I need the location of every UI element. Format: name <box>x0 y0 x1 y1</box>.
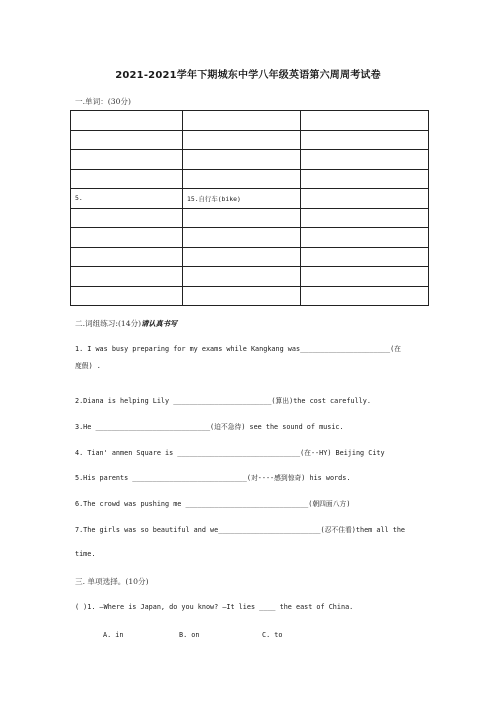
mc-question-1: ( )1. —Where is Japan, do you know? —It lies ____ the east of China. <box>75 603 354 611</box>
vocab-cell <box>71 267 183 287</box>
phrase-item-7-continued: time. <box>75 550 96 558</box>
vocab-row <box>71 267 429 287</box>
vocab-cell <box>301 189 429 209</box>
option-b: B. on <box>179 631 200 639</box>
phrase-item-6: 6.The crowd was pushing me ______________________________(朝四面八方) <box>75 500 351 508</box>
vocab-row <box>71 228 429 248</box>
vocab-cell: 5. <box>71 189 183 209</box>
vocab-cell: 15.自行车(bike) <box>183 189 301 209</box>
section2-note: 请认真书写 <box>141 319 178 328</box>
vocab-cell <box>183 208 301 228</box>
page-title: 2021-2021学年下期城东中学八年级英语第六周周考试卷 <box>115 70 381 81</box>
vocab-cell <box>183 267 301 287</box>
vocab-cell <box>301 267 429 287</box>
vocab-cell <box>301 247 429 267</box>
vocab-cell <box>183 130 301 150</box>
phrase-item-4: 4. Tian' anmen Square is ______________________________(在--HY) Beijing City <box>75 449 385 457</box>
vocab-cell <box>301 150 429 170</box>
vocab-cell <box>183 150 301 170</box>
vocab-cell <box>183 286 301 306</box>
phrase-item-7: 7.The girls was so beautiful and we_________________________(忍不住看)them all the <box>75 526 406 534</box>
option-c: C. to <box>262 631 283 639</box>
vocab-cell <box>301 130 429 150</box>
vocab-cell <box>71 286 183 306</box>
vocab-cell <box>183 228 301 248</box>
vocab-cell <box>301 228 429 248</box>
option-a: A. in <box>103 631 124 639</box>
vocab-row <box>71 189 429 209</box>
vocab-row <box>71 150 429 170</box>
phrase-item-3: 3.He ____________________________(迫不急待) see the sound of music. <box>75 423 344 431</box>
vocab-row <box>71 169 429 189</box>
vocab-cell <box>71 150 183 170</box>
vocab-row <box>71 208 429 228</box>
vocab-cell <box>183 169 301 189</box>
section3-heading: 三. 单项选择。(10分) <box>75 577 149 586</box>
vocab-row <box>71 286 429 306</box>
vocab-cell <box>301 208 429 228</box>
vocab-cell <box>71 111 183 131</box>
vocab-cell <box>71 208 183 228</box>
vocab-cell <box>301 111 429 131</box>
vocab-cell <box>71 169 183 189</box>
phrase-item-1-continued: 度假) . <box>75 362 101 370</box>
vocab-cell <box>71 130 183 150</box>
vocab-cell <box>301 169 429 189</box>
phrase-item-2: 2.Diana is helping Lily ________________________(算出)the cost carefully. <box>75 397 371 405</box>
vocab-cell <box>301 286 429 306</box>
vocab-table <box>70 110 429 306</box>
phrase-item-1: 1. I was busy preparing for my exams while Kangkang was______________________(在 <box>75 345 401 353</box>
phrase-item-5: 5.His parents ____________________________(对----感到惊奇) his words. <box>75 474 351 482</box>
vocab-cell <box>71 228 183 248</box>
vocab-row <box>71 111 429 131</box>
section2-heading: 二.词组练习:(14分) <box>75 319 142 328</box>
vocab-cell <box>183 111 301 131</box>
vocab-row <box>71 130 429 150</box>
vocab-row <box>71 247 429 267</box>
section1-heading: 一.单词：(30分) <box>75 97 131 106</box>
section2-heading-row <box>75 318 177 329</box>
vocab-cell <box>71 247 183 267</box>
vocab-cell <box>183 247 301 267</box>
